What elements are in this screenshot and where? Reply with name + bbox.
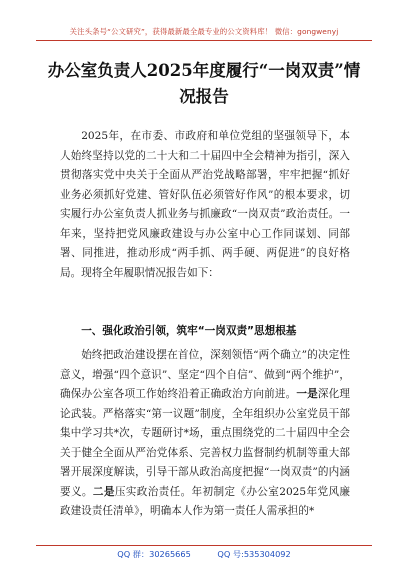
body-paragraph-section-1 [60,346,350,522]
point-marker: 二是 [92,485,115,498]
paragraph-text: 压实政治责任。年初制定《办公室2025年党风廉政建设责任清单》，明确本人作为第一责任人需承担的* [60,485,351,517]
footer [0,549,408,560]
header-divider [36,40,372,41]
footer-qq-number: QQ 号:535304092 [217,549,291,559]
point-marker: 一是 [296,388,318,400]
header-banner: 关注头条号“公文研究”，获得最新最全最专业的公文资料库！ 微信：gongwenyj [69,27,339,36]
body-paragraph: 2025年，在市委、市政府和单位党组的坚强领导下，本人始终坚持以党的二十大和二十届四中全会精神为指引，深入贯彻落实党中央关于全面从严治党战略部署，牢牢把握“抓好业务必须抓好党建、管好队伍必须管好作风”的根本要求，切实履行办公室负责人抓业务与抓廉政“一岗双责”政治责任。一年来，坚持把党风廉政建设与办公室中心工作同谋划、同部署、同推进，推动形成“两手抓、两手硬、两促进”的良好格局。现将全年履职情况报告如下： [60,130,350,279]
section-heading: 一、强化政治引领，筑牢“一岗双责”思想根基 [81,325,297,337]
footer-qq-group: QQ 群：30265665 [117,549,191,559]
paragraph-text: 始终把政治建设摆在首位，深刻领悟“两个确立”的决定性意义，增强“四个意识”、坚定“四个自信”、做到“两个维护”，确保办公室各项工作始终沿着正确政治方向前进。 [60,349,350,400]
document-title: 办公室负责人2025年度履行“一岗双责”情况报告 [47,61,361,106]
footer-divider [36,545,372,546]
paragraph-text: 深化理论武装。严格落实“第一议题”制度，全年组织办公室党员干部集中学习共*次，专题研讨*场，重点围绕党的二十届四中全会关于健全全面从严治党体系、完善权力监督制约机制等重大部署开展深度解读，引导干部从政治高度把握“一岗双责”的内涵要义。 [60,388,351,498]
